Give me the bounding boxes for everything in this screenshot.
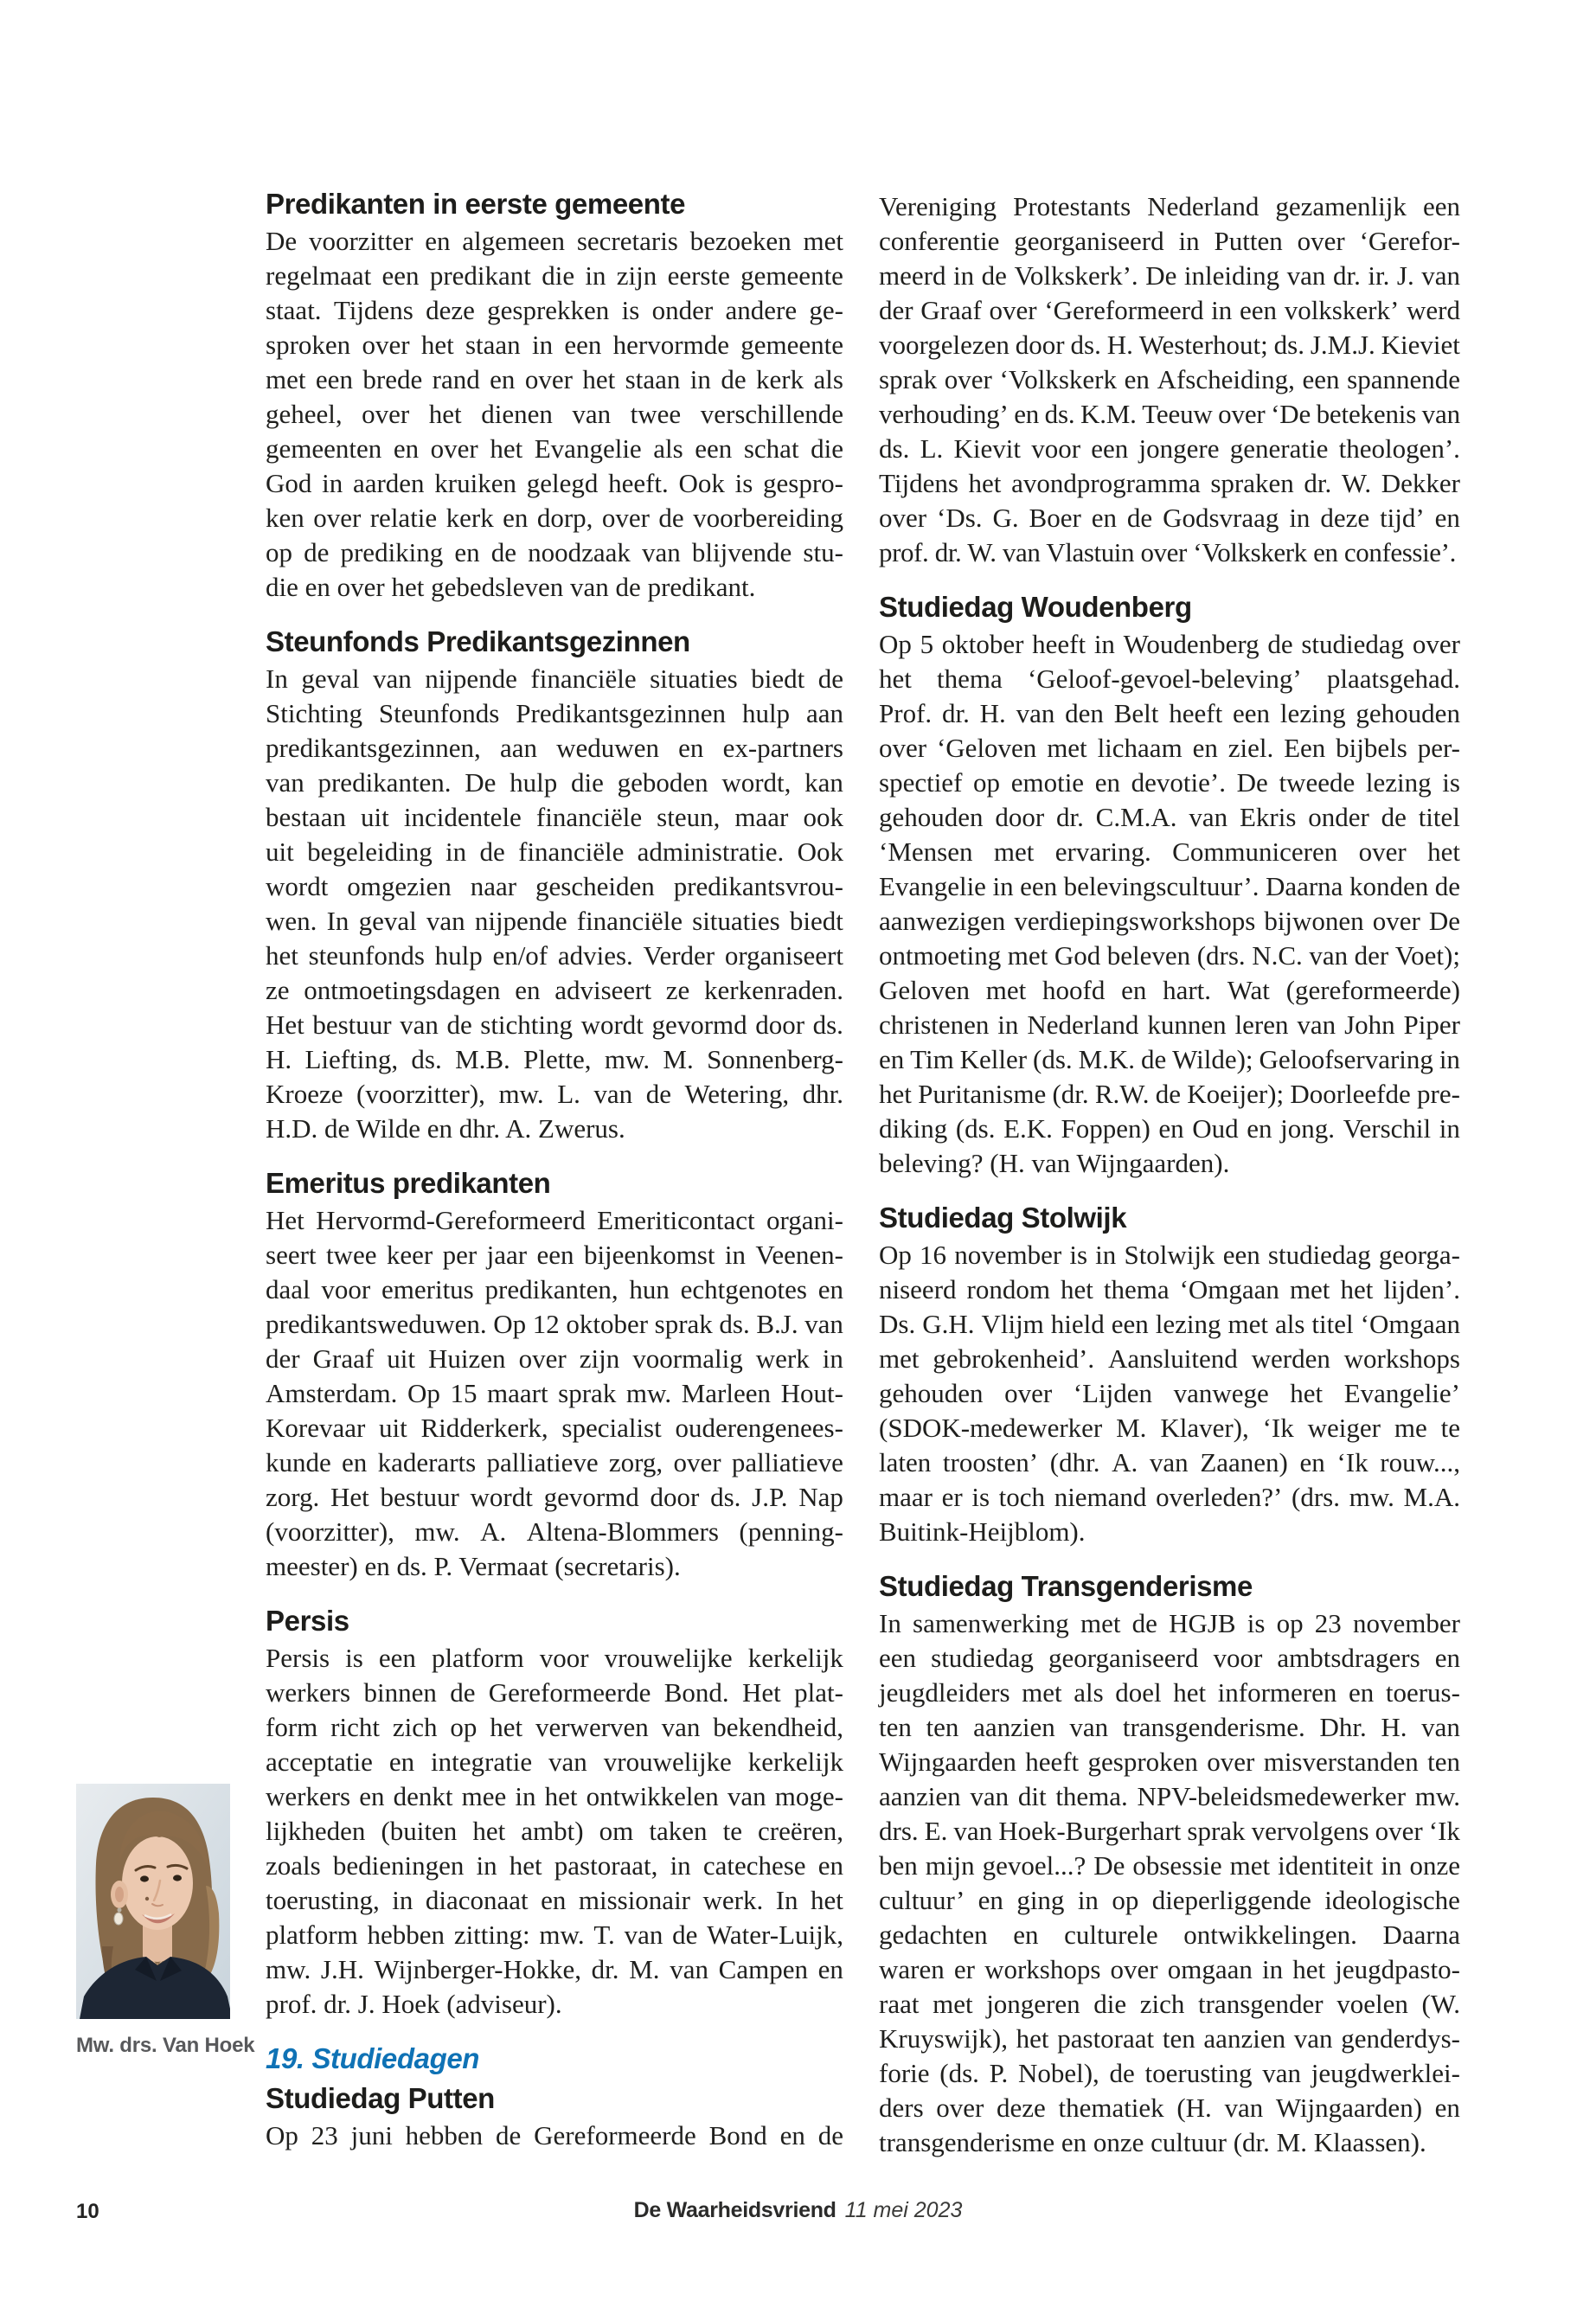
right-text-column bbox=[879, 189, 1460, 2160]
text-line: werkers en denkt mee in het ontwikkelen van moge- bbox=[266, 1781, 843, 1811]
text-line: meester) en ds. P. Vermaat (secretaris). bbox=[266, 1551, 681, 1581]
text-line: bestaan uit incidentele financiële steun, maar ook bbox=[266, 802, 843, 832]
text-line: lijkheden (buiten het ambt) om taken te creëren, bbox=[266, 1816, 843, 1846]
text-line: transgenderisme en onze cultuur (dr. M. Klaassen). bbox=[879, 2127, 1426, 2157]
text-line: Korevaar uit Ridderkerk, specialist ouderengenees- bbox=[266, 1413, 843, 1443]
chapter-heading: 19. Studiedagen bbox=[266, 2042, 480, 2074]
text-line: forie (ds. P. Nobel), de toerusting van jeugdwerklei- bbox=[879, 2058, 1460, 2088]
text-line: predikantsgezinnen, aan weduwen en ex-partners bbox=[266, 733, 843, 763]
text-line: Op 5 oktober heeft in Woudenberg de studiedag over bbox=[879, 629, 1460, 659]
paragraph bbox=[266, 662, 843, 1146]
paragraph bbox=[879, 1238, 1460, 1549]
section-heading: Predikanten in eerste gemeente bbox=[266, 188, 686, 220]
text-line: seert twee keer per jaar een bijeenkomst in Veenen- bbox=[266, 1240, 843, 1270]
text-line: Vereniging Protestants Nederland gezamenlijk een bbox=[879, 191, 1460, 221]
text-line: platform hebben zitting: mw. T. van de Water-Luijk, bbox=[266, 1920, 843, 1950]
footer-publication-title: De Waarheidsvriend bbox=[633, 2198, 836, 2222]
text-line: God in aarden kruiken gelegd heeft. Ook is gespro- bbox=[266, 468, 843, 498]
paragraph bbox=[266, 1203, 843, 1584]
text-line: met een brede rand en over het staan in de kerk als bbox=[266, 364, 843, 394]
paragraph bbox=[879, 627, 1460, 1181]
text-line: meerd in de Volkskerk’. De inleiding van dr. ir. J. van bbox=[879, 260, 1460, 291]
text-line: daal voor emeritus predikanten, hun echtgenotes en bbox=[266, 1274, 843, 1304]
text-line: waren er workshops over omgaan in het jeugdpasto- bbox=[879, 1954, 1460, 1984]
text-line: met gebrokenheid’. Aansluitend werden workshops bbox=[879, 1343, 1460, 1374]
text-line: laten troosten’ (dhr. A. van Zaanen) en ‘Ik rouw..., bbox=[879, 1447, 1460, 1477]
text-line: drs. E. van Hoek-Burgerhart sprak vervolgens over ‘Ik bbox=[879, 1816, 1460, 1846]
text-line: gehouden over ‘Lijden vanwege het Evangelie’ bbox=[879, 1378, 1460, 1408]
page-number: 10 bbox=[76, 2200, 99, 2223]
text-line: kunde en kaderarts palliatieve zorg, over palliatieve bbox=[266, 1447, 843, 1477]
text-line: Wijngaarden heeft gesproken over misverstanden ten bbox=[879, 1747, 1460, 1777]
text-line: diking (ds. E.K. Foppen) en Oud en jong. Verschil in bbox=[879, 1113, 1460, 1144]
section-heading: Emeritus predikanten bbox=[266, 1167, 551, 1199]
text-line: over ‘Ds. G. Boer en de Godsvraag in deze tijd’ en bbox=[879, 503, 1460, 533]
paragraph bbox=[879, 189, 1460, 570]
text-line: sproken over het staan in een hervormde gemeente bbox=[266, 330, 843, 360]
text-line: ontmoeting met God beleven (drs. N.C. van der Voet); bbox=[879, 940, 1460, 971]
text-line: Stichting Steunfonds Predikantsgezinnen hulp aan bbox=[266, 698, 843, 728]
text-line: een studiedag georganiseerd voor ambtsdragers en bbox=[879, 1643, 1460, 1673]
text-line: raat met jongeren die zich transgender voelen (W. bbox=[879, 1989, 1460, 2019]
text-line: toerusting, in diaconaat en missionair werk. In het bbox=[266, 1885, 843, 1915]
text-line: zorg. Het bestuur wordt gevormd door ds. J.P. Nap bbox=[266, 1482, 843, 1512]
text-line: het thema ‘Geloof-gevoel-beleving’ plaatsgehad. bbox=[879, 663, 1460, 694]
text-line: (SDOK-medewerker M. Klaver), ‘Ik weiger me te bbox=[879, 1413, 1460, 1443]
text-line: maar er is toch niemand overleden?’ (drs. mw. M.A. bbox=[879, 1482, 1460, 1512]
section-heading: Studiedag Woudenberg bbox=[879, 591, 1192, 623]
footer-date: 11 mei 2023 bbox=[844, 2198, 963, 2222]
text-line: zoals bedieningen in het pastoraat, in catechese en bbox=[266, 1850, 843, 1881]
section-heading: Studiedag Putten bbox=[266, 2082, 495, 2114]
text-line: Persis is een platform voor vrouwelijke kerkelijk bbox=[266, 1643, 843, 1673]
text-line: Ds. G.H. Vlijm hield een lezing met als titel ‘Omgaan bbox=[879, 1309, 1460, 1339]
photo-caption: Mw. drs. Van Hoek bbox=[76, 2034, 255, 2057]
portrait-photo bbox=[76, 1784, 230, 2019]
section-heading: Steunfonds Predikantsgezinnen bbox=[266, 625, 690, 657]
text-line: mw. J.H. Wijnberger-Hokke, dr. M. van Campen en bbox=[266, 1954, 843, 1984]
text-line: ze ontmoetingsdagen en adviseert ze kerkenraden. bbox=[266, 975, 843, 1005]
text-line: H.D. de Wilde en dhr. A. Zwerus. bbox=[266, 1113, 625, 1144]
text-line: prof. dr. W. van Vlastuin over ‘Volkskerk en confessie’. bbox=[879, 537, 1456, 567]
text-line: ds. L. Kievit voor een jongere generatie theologen’. bbox=[879, 433, 1460, 464]
text-line: ten ten aanzien van transgenderisme. Dhr. H. van bbox=[879, 1712, 1460, 1742]
text-line: die en over het gebedsleven van de predikant. bbox=[266, 572, 756, 602]
text-line: uit begeleiding in de financiële administratie. Ook bbox=[266, 836, 843, 867]
section-heading: Studiedag Stolwijk bbox=[879, 1202, 1127, 1234]
portrait-photo-illustration bbox=[76, 1784, 230, 2019]
left-text-column bbox=[266, 184, 843, 2153]
text-line: Evangelie in een belevingscultuur’. Daarna konden de bbox=[879, 871, 1460, 901]
text-line: Amsterdam. Op 15 maart sprak mw. Marleen Hout- bbox=[266, 1378, 843, 1408]
text-line: predikantsweduwen. Op 12 oktober sprak ds. B.J. van bbox=[266, 1309, 843, 1339]
text-line: H. Liefting, ds. M.B. Plette, mw. M. Sonnenberg- bbox=[266, 1044, 843, 1074]
text-line: der Graaf uit Huizen over zijn voormalig werk in bbox=[266, 1343, 843, 1374]
text-line: Buitink-Heijblom). bbox=[879, 1516, 1086, 1547]
text-line: regelmaat een predikant die in zijn eerste gemeente bbox=[266, 260, 843, 291]
text-line: wordt omgezien naar gescheiden predikantsvrou- bbox=[266, 871, 843, 901]
text-line: conferentie georganiseerd in Putten over ‘Gerefor- bbox=[879, 226, 1460, 256]
text-line: (voorzitter), mw. A. Altena-Blommers (penning- bbox=[266, 1516, 843, 1547]
text-line: Op 16 november is in Stolwijk een studiedag georga- bbox=[879, 1240, 1460, 1270]
text-line: niseerd rondom het thema ‘Omgaan met het lijden’. bbox=[879, 1274, 1460, 1304]
text-line: acceptatie en integratie van vrouwelijke kerkelijk bbox=[266, 1747, 843, 1777]
text-line: het steunfonds hulp en/of advies. Verder organiseert bbox=[266, 940, 843, 971]
text-line: ‘Mensen met ervaring. Communiceren over het bbox=[879, 836, 1460, 867]
text-line: voorgelezen door ds. H. Westerhout; ds. J.M.J. Kieviet bbox=[879, 330, 1460, 360]
text-line: op de prediking en de noodzaak van blijvende stu- bbox=[266, 537, 843, 567]
text-line: cultuur’ en ging in op dieperliggende ideologische bbox=[879, 1885, 1460, 1915]
text-line: wen. In geval van nijpende financiële situaties biedt bbox=[266, 906, 843, 936]
text-line: geheel, over het dienen van twee verschillende bbox=[266, 399, 843, 429]
text-line: ben mijn gevoel...? De obsessie met identiteit in onze bbox=[879, 1850, 1460, 1881]
paragraph bbox=[879, 1606, 1460, 2160]
text-line: het Puritanisme (dr. R.W. de Koeijer); Doorleefde pre- bbox=[879, 1079, 1460, 1109]
text-line: spectief op emotie en devotie’. De tweede lezing is bbox=[879, 767, 1460, 798]
text-line: over ‘Geloven met lichaam en ziel. Een bijbels per- bbox=[879, 733, 1460, 763]
text-line: gedachten en culturele ontwikkelingen. Daarna bbox=[879, 1920, 1460, 1950]
text-line: form richt zich op het verwerven van bekendheid, bbox=[266, 1712, 843, 1742]
text-line: van predikanten. De hulp die geboden wordt, kan bbox=[266, 767, 843, 798]
text-line: Kruyswijk), het pastoraat ten aanzien van genderdys- bbox=[879, 2023, 1460, 2054]
paragraph bbox=[266, 1641, 843, 2022]
text-line: Tijdens het avondprogramma spraken dr. W. Dekker bbox=[879, 468, 1460, 498]
text-line: ken over relatie kerk en dorp, over de voorbereiding bbox=[266, 503, 843, 533]
text-line: christenen in Nederland kunnen leren van John Piper bbox=[879, 1009, 1460, 1040]
footer bbox=[0, 2198, 1596, 2223]
paragraph bbox=[266, 224, 843, 605]
text-line: verhouding’ en ds. K.M. Teeuw over ‘De betekenis van bbox=[879, 399, 1460, 429]
text-line: Het bestuur van de stichting wordt gevormd door ds. bbox=[266, 1009, 843, 1040]
text-line: ders over deze thematiek (H. van Wijngaarden) en bbox=[879, 2093, 1460, 2123]
section-heading: Studiedag Transgenderisme bbox=[879, 1570, 1253, 1602]
text-line: Het Hervormd-Gereformeerd Emeriticontact organi- bbox=[266, 1205, 843, 1235]
section-heading: Persis bbox=[266, 1605, 349, 1637]
text-line: Kroeze (voorzitter), mw. L. van de Wetering, dhr. bbox=[266, 1079, 843, 1109]
text-line: beleving? (H. van Wijngaarden). bbox=[879, 1148, 1230, 1178]
paragraph bbox=[266, 2118, 843, 2153]
text-line: De voorzitter en algemeen secretaris bezoeken met bbox=[266, 226, 843, 256]
text-line: Op 23 juni hebben de Gereformeerde Bond en de bbox=[266, 2120, 843, 2150]
text-line: Prof. dr. H. van den Belt heeft een lezing gehouden bbox=[879, 698, 1460, 728]
text-line: der Graaf over ‘Gereformeerd in een volkskerk’ werd bbox=[879, 295, 1460, 325]
text-line: en Tim Keller (ds. M.K. de Wilde); Geloofservaring in bbox=[879, 1044, 1460, 1074]
text-line: jeugdleiders met als doel het informeren en toerus- bbox=[879, 1677, 1460, 1708]
text-line: gemeenten en over het Evangelie als een schat die bbox=[266, 433, 843, 464]
text-line: aanzien van dit thema. NPV-beleidsmedewerker mw. bbox=[879, 1781, 1460, 1811]
text-line: staat. Tijdens deze gesprekken is onder andere ge- bbox=[266, 295, 843, 325]
text-line: In samenwerking met de HGJB is op 23 november bbox=[879, 1608, 1460, 1638]
text-line: gehouden door dr. C.M.A. van Ekris onder de titel bbox=[879, 802, 1460, 832]
text-line: sprak over ‘Volkskerk en Afscheiding, een spannende bbox=[879, 364, 1460, 394]
text-line: In geval van nijpende financiële situaties biedt de bbox=[266, 663, 843, 694]
text-line: Geloven met hoofd en hart. Wat (gereformeerde) bbox=[879, 975, 1460, 1005]
text-line: prof. dr. J. Hoek (adviseur). bbox=[266, 1989, 562, 2019]
text-line: werkers binnen de Gereformeerde Bond. Het plat- bbox=[266, 1677, 843, 1708]
text-line: aanwezigen verdiepingsworkshops bijwonen over De bbox=[879, 906, 1460, 936]
